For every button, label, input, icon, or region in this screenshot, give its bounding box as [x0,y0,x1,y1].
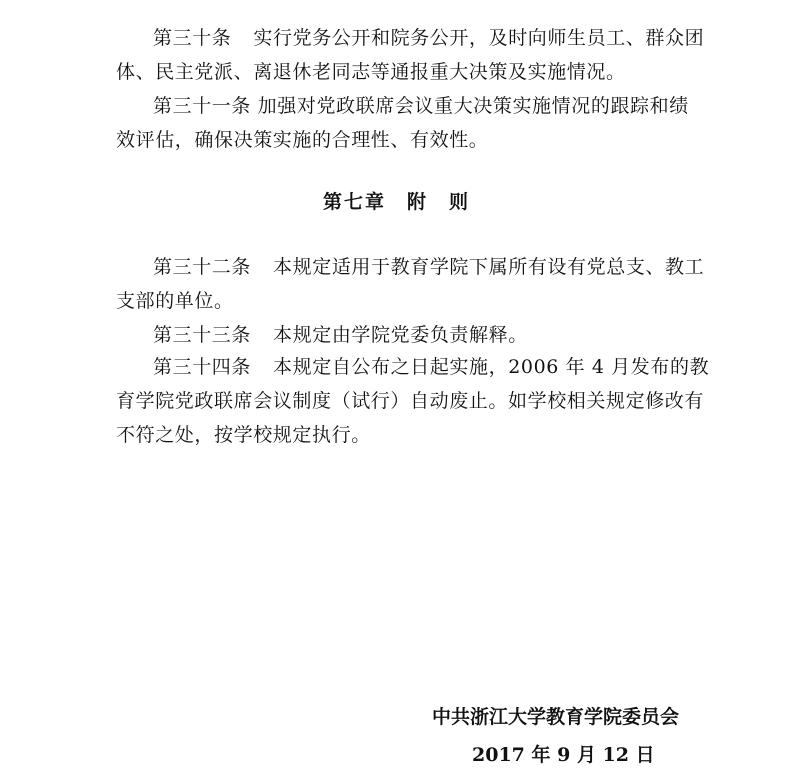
article-34-line-1 [153,356,709,378]
article-30-line-1 [153,27,704,49]
article-34-line-3: 不符之处，按学校规定执行。 [116,424,371,446]
article-32-line-2: 支部的单位。 [116,290,234,312]
article-30-text: 实行党务公开和院务公开，及时向师生员工、群众团 [253,27,705,49]
chapter-heading: 第七章 附 则 [322,191,470,213]
article-30-label: 第三十条 [153,27,232,49]
article-32-text: 本规定适用于教育学院下属所有设有党总支、教工 [273,256,705,278]
article-33-line-1 [153,324,528,346]
article-34-label: 第三十四条 [153,356,252,378]
signature-organization: 中共浙江大学教育学院委员会 [432,706,680,728]
article-30-line-2: 体、民主党派、离退休老同志等通报重大决策及实施情况。 [116,61,626,83]
signature-date: 2017 年 9 月 12 日 [472,744,655,766]
article-32-label: 第三十二条 [153,256,252,278]
article-31-line-2: 效评估，确保决策实施的合理性、有效性。 [116,129,489,151]
article-34-line-2: 育学院党政联席会议制度（试行）自动废止。如学校相关规定修改有 [116,390,705,412]
article-33-text: 本规定由学院党委负责解释。 [273,324,528,346]
article-34-text: 本规定自公布之日起实施，2006 年 4 月发布的教 [273,356,710,378]
article-32-line-1 [153,256,704,278]
article-31-line-1: 第三十一条 加强对党政联席会议重大决策实施情况的跟踪和绩 [153,95,689,117]
article-33-label: 第三十三条 [153,324,252,346]
